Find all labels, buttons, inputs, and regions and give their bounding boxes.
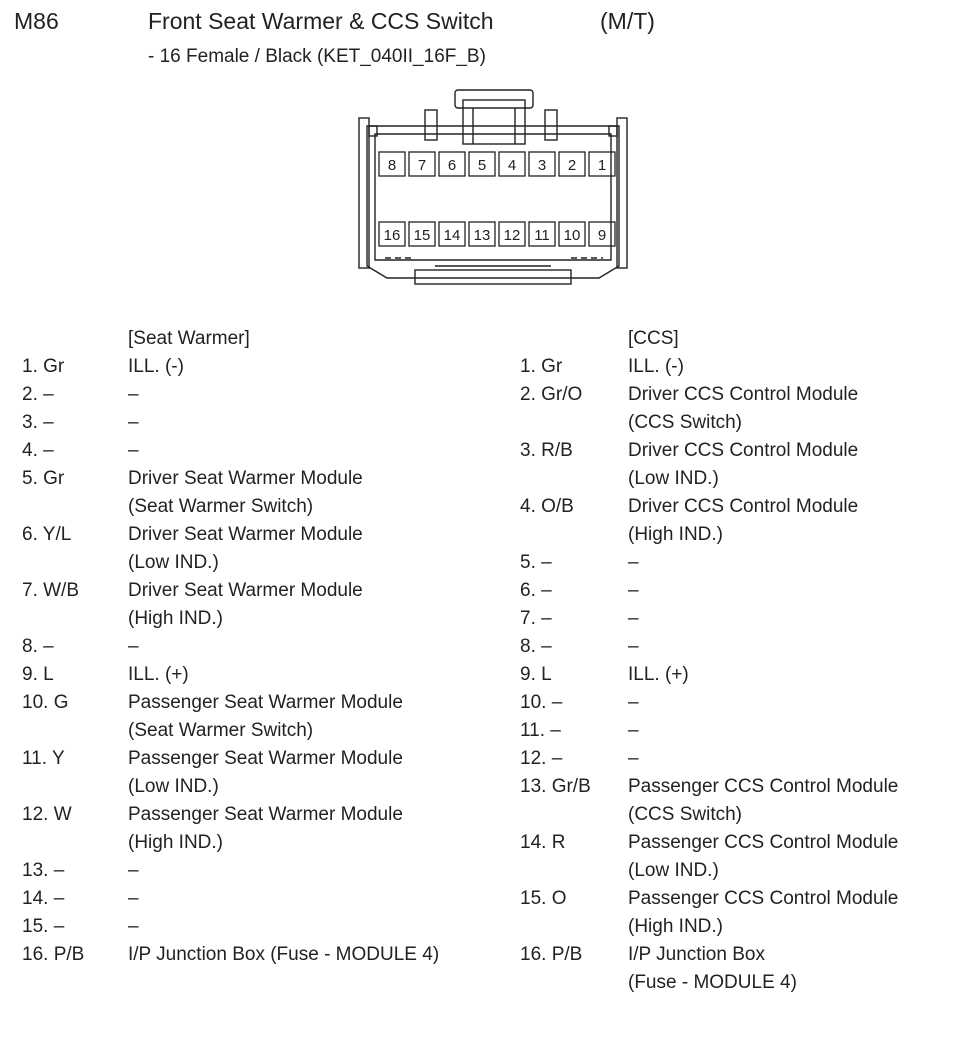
ccs-column xyxy=(520,325,970,1025)
pin-label: 15. – xyxy=(22,916,65,937)
description-line: (High IND.) xyxy=(128,832,224,853)
pin-label-10: 10 xyxy=(563,227,581,244)
description-line: Passenger Seat Warmer Module xyxy=(128,692,403,713)
description-line: Driver Seat Warmer Module xyxy=(128,524,363,545)
pin-label-12: 12 xyxy=(503,227,521,244)
pin-label: 9. L xyxy=(520,664,552,685)
description-line: Passenger CCS Control Module xyxy=(628,776,899,797)
connector-diagram xyxy=(355,88,631,294)
pin-label-9: 9 xyxy=(597,227,607,244)
pin-label: 1. Gr xyxy=(22,356,65,377)
description-line: Driver Seat Warmer Module xyxy=(128,468,363,489)
pin-label: 12. W xyxy=(22,804,72,825)
pin-label-4: 4 xyxy=(507,157,517,174)
pin-description xyxy=(628,577,639,605)
pin-description xyxy=(128,801,403,857)
description-line: ILL. (-) xyxy=(628,356,684,377)
description-line: (Seat Warmer Switch) xyxy=(128,496,314,517)
pin-label: 1. Gr xyxy=(520,356,563,377)
pin-row-bottom xyxy=(379,222,615,246)
seat-warmer-heading: [Seat Warmer] xyxy=(128,328,250,349)
pin-label: 14. – xyxy=(22,888,65,909)
pin-label-6: 6 xyxy=(447,157,457,174)
pin-description xyxy=(628,829,898,885)
pin-label-5: 5 xyxy=(477,157,487,174)
pin-label-11: 11 xyxy=(534,227,550,244)
pin-description xyxy=(128,353,184,381)
pin-label: 4. – xyxy=(22,440,54,461)
pin-label: 16. P/B xyxy=(520,944,583,965)
pin-description xyxy=(128,857,139,885)
pin-label: 16. P/B xyxy=(22,944,85,965)
pin-description xyxy=(628,661,689,689)
pin-label: 6. Y/L xyxy=(22,524,72,545)
pin-description xyxy=(128,381,139,409)
pin-label: 7. – xyxy=(520,608,552,629)
pin-label-7: 7 xyxy=(417,157,427,174)
description-line: – xyxy=(628,748,639,769)
description-line: (Low IND.) xyxy=(128,552,219,573)
pin-description xyxy=(128,913,139,941)
transmission-variant: (M/T) xyxy=(600,8,655,34)
description-line: ILL. (+) xyxy=(628,664,689,685)
description-line: Passenger CCS Control Module xyxy=(628,832,899,853)
description-line: Passenger CCS Control Module xyxy=(628,888,899,909)
description-line: Passenger Seat Warmer Module xyxy=(128,804,403,825)
pin-description xyxy=(628,437,858,493)
description-line: – xyxy=(628,692,639,713)
pin-label: 2. Gr/O xyxy=(520,384,583,405)
pin-description xyxy=(628,381,858,437)
pin-label: 14. R xyxy=(520,832,566,853)
pin-label: 2. – xyxy=(22,384,54,405)
page-title: Front Seat Warmer & CCS Switch xyxy=(148,8,494,34)
description-line: – xyxy=(128,440,139,461)
description-line: (High IND.) xyxy=(628,524,724,545)
description-line: (High IND.) xyxy=(128,608,224,629)
pin-label-1: 1 xyxy=(597,157,607,174)
connector-subtitle: - 16 Female / Black (KET_040II_16F_B) xyxy=(148,46,486,67)
description-line: – xyxy=(628,552,639,573)
pin-label-13: 13 xyxy=(473,227,491,244)
pin-description xyxy=(128,745,403,801)
pin-row-top xyxy=(379,152,615,176)
description-line: Driver CCS Control Module xyxy=(628,440,859,461)
description-line: (CCS Switch) xyxy=(628,804,743,825)
description-line: ILL. (-) xyxy=(128,356,184,377)
pin-label: 5. – xyxy=(520,552,552,573)
pin-label: 3. – xyxy=(22,412,54,433)
pin-description xyxy=(128,661,189,689)
pin-label: 8. – xyxy=(22,636,54,657)
description-line: – xyxy=(628,636,639,657)
pin-label: 5. Gr xyxy=(22,468,65,489)
pin-description xyxy=(628,605,639,633)
pin-label: 13. – xyxy=(22,860,65,881)
pin-label: 7. W/B xyxy=(22,580,80,601)
pin-label-16: 16 xyxy=(383,227,401,244)
description-line: (Fuse - MODULE 4) xyxy=(628,972,797,993)
pin-label: 15. O xyxy=(520,888,567,909)
pin-description xyxy=(628,885,898,941)
pin-label-14: 14 xyxy=(443,227,461,244)
description-line: – xyxy=(128,412,139,433)
description-line: – xyxy=(628,608,639,629)
pin-description xyxy=(628,745,639,773)
description-line: – xyxy=(628,580,639,601)
pin-description xyxy=(628,633,639,661)
pin-description xyxy=(628,941,797,997)
pin-label: 11. – xyxy=(520,720,561,741)
pin-description xyxy=(628,717,639,745)
description-line: – xyxy=(128,916,139,937)
connector-code: M86 xyxy=(14,8,59,34)
pin-label: 12. – xyxy=(520,748,563,769)
pin-description xyxy=(628,493,858,549)
description-line: (Low IND.) xyxy=(628,468,719,489)
pin-label-8: 8 xyxy=(387,157,397,174)
pin-label-2: 2 xyxy=(567,157,577,174)
description-line: (Low IND.) xyxy=(628,860,719,881)
description-line: Driver CCS Control Module xyxy=(628,384,859,405)
pin-description xyxy=(128,941,439,969)
pin-description xyxy=(628,773,898,829)
description-line: – xyxy=(128,384,139,405)
description-line: Passenger Seat Warmer Module xyxy=(128,748,403,769)
description-line: (Low IND.) xyxy=(128,776,219,797)
description-line: Driver Seat Warmer Module xyxy=(128,580,363,601)
description-line: (CCS Switch) xyxy=(628,412,743,433)
pin-description xyxy=(128,577,363,633)
ccs-heading: [CCS] xyxy=(628,328,679,349)
pin-label: 9. L xyxy=(22,664,54,685)
description-line: (Seat Warmer Switch) xyxy=(128,720,314,741)
pin-description xyxy=(128,689,403,745)
pin-label-3: 3 xyxy=(537,157,547,174)
description-line: Driver CCS Control Module xyxy=(628,496,859,517)
pin-label: 3. R/B xyxy=(520,440,573,461)
pin-description xyxy=(128,437,139,465)
pin-description xyxy=(628,353,684,381)
pin-label: 4. O/B xyxy=(520,496,574,517)
description-line: – xyxy=(128,888,139,909)
pin-label: 13. Gr/B xyxy=(520,776,591,797)
pin-description xyxy=(628,689,639,717)
pin-description xyxy=(128,885,139,913)
description-line: I/P Junction Box xyxy=(628,944,765,965)
description-line: ILL. (+) xyxy=(128,664,189,685)
description-line: – xyxy=(628,720,639,741)
description-line: (High IND.) xyxy=(628,916,724,937)
pin-description xyxy=(128,633,139,661)
description-line: – xyxy=(128,860,139,881)
seat-warmer-column xyxy=(22,325,502,1025)
description-line: I/P Junction Box (Fuse - MODULE 4) xyxy=(128,944,440,965)
pin-description xyxy=(128,409,139,437)
description-line: – xyxy=(128,636,139,657)
pin-label: 11. Y xyxy=(22,748,65,769)
pin-description xyxy=(628,549,639,577)
pin-label-15: 15 xyxy=(413,227,431,244)
pin-label: 10. – xyxy=(520,692,563,713)
pin-label: 10. G xyxy=(22,692,69,713)
pin-description xyxy=(128,465,363,521)
pin-label: 8. – xyxy=(520,636,552,657)
pin-label: 6. – xyxy=(520,580,552,601)
pin-description xyxy=(128,521,363,577)
